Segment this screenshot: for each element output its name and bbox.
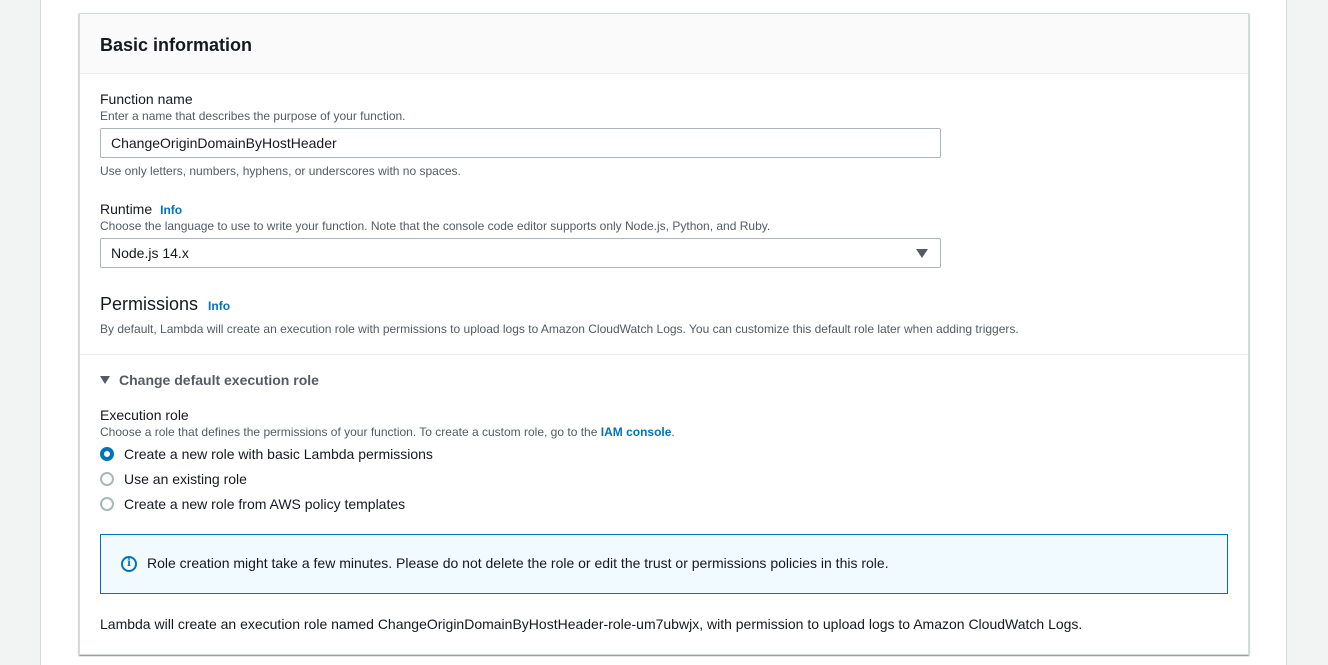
panel-header bbox=[80, 14, 1248, 74]
role-creation-info-alert bbox=[100, 534, 1228, 594]
radio-label: Use an existing role bbox=[124, 471, 247, 487]
iam-console-link[interactable]: IAM console bbox=[600, 425, 672, 439]
runtime-label: Runtime bbox=[100, 201, 153, 217]
function-name-label: Function name bbox=[100, 91, 193, 107]
radio-button-checked[interactable] bbox=[100, 447, 114, 461]
basic-information-panel bbox=[79, 13, 1249, 655]
runtime-info-link[interactable]: Info bbox=[160, 203, 183, 217]
execution-role-label: Execution role bbox=[100, 407, 189, 423]
runtime-description: Choose the language to use to write your function. Note that the console code editor supports only Node.js, Python, and Ruby. bbox=[100, 219, 771, 233]
caret-down-icon bbox=[100, 376, 110, 384]
permissions-info-link[interactable]: Info bbox=[208, 299, 231, 313]
execution-role-description bbox=[100, 425, 675, 439]
execution-role-description-suffix: . bbox=[671, 425, 675, 439]
panel-title: Basic information bbox=[100, 35, 253, 55]
expander-label: Change default execution role bbox=[119, 372, 319, 388]
execution-role-footer-note: Lambda will create an execution role named ChangeOriginDomainByHostHeader-role-um7ubwjx, with permission to upload logs to Amazon CloudWatch Logs. bbox=[100, 616, 1083, 632]
radio-create-from-templates[interactable] bbox=[100, 496, 405, 512]
section-divider bbox=[80, 354, 1248, 355]
execution-role-description-text: Choose a role that defines the permissions of your function. To create a custom role, go to the bbox=[100, 425, 601, 439]
radio-label: Create a new role with basic Lambda permissions bbox=[124, 446, 433, 462]
runtime-label-row bbox=[100, 201, 182, 217]
radio-use-existing-role[interactable] bbox=[100, 471, 247, 487]
runtime-selected-value: Node.js 14.x bbox=[111, 245, 189, 261]
info-circle-icon: i bbox=[121, 556, 137, 572]
function-name-description: Enter a name that describes the purpose of your function. bbox=[100, 109, 406, 123]
radio-button[interactable] bbox=[100, 497, 114, 511]
radio-create-basic-role[interactable] bbox=[100, 446, 433, 462]
runtime-select[interactable] bbox=[100, 238, 941, 268]
function-name-constraint: Use only letters, numbers, hyphens, or underscores with no spaces. bbox=[100, 164, 461, 178]
change-execution-role-expander[interactable] bbox=[100, 372, 319, 388]
function-name-input[interactable] bbox=[100, 128, 941, 158]
alert-text: Role creation might take a few minutes. Please do not delete the role or edit the trust or permissions policies in this role. bbox=[147, 555, 889, 571]
permissions-header bbox=[100, 294, 230, 315]
caret-down-icon bbox=[916, 249, 928, 258]
radio-button[interactable] bbox=[100, 472, 114, 486]
permissions-description: By default, Lambda will create an execution role with permissions to upload logs to Amazon CloudWatch Logs. You can customize this default role later when adding triggers. bbox=[100, 322, 1019, 336]
radio-label: Create a new role from AWS policy templates bbox=[124, 496, 406, 512]
permissions-title: Permissions bbox=[100, 294, 199, 314]
